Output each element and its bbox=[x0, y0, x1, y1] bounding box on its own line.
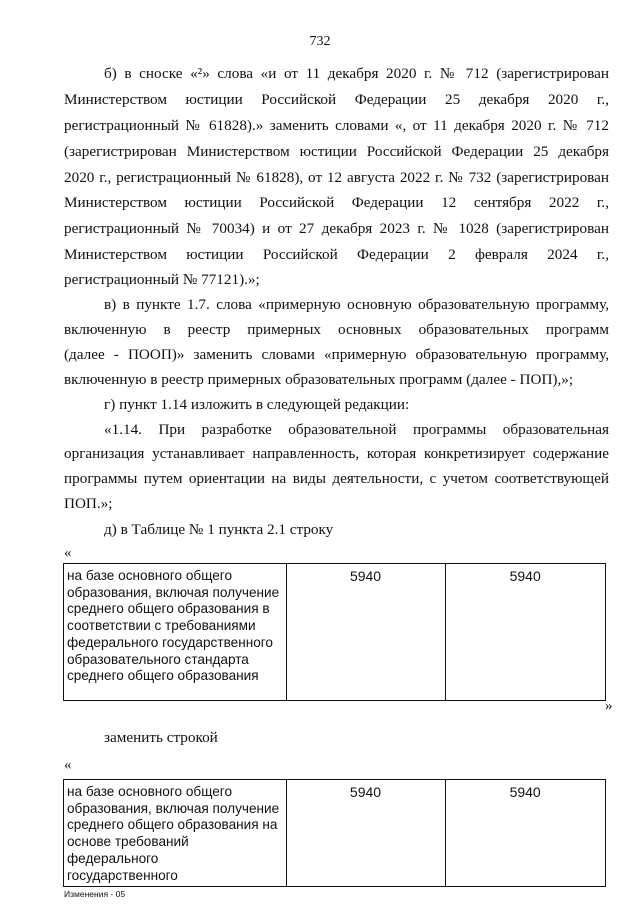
paragraph-b-line: Министерством юстиции Российской Федерации 12 сентября 2022 г., bbox=[64, 194, 609, 211]
cell-line: государственного bbox=[67, 867, 178, 883]
replace-instruction: заменить строкой bbox=[104, 729, 218, 746]
paragraph-g: г) пункт 1.14 изложить в следующей редакции: bbox=[104, 396, 410, 413]
cell-line: на базе основного общего bbox=[67, 784, 233, 799]
cell-line: на базе основного общего bbox=[67, 568, 233, 583]
cell-line: образования, включая получение bbox=[67, 584, 280, 600]
paragraph-b-line: регистрационный № 61828).» заменить словами «, от 11 декабря 2020 г. № 712 bbox=[64, 117, 609, 134]
cell-line: основе требований федерального bbox=[67, 834, 189, 866]
paragraph-b-line: Министерством юстиции Российской Федерации 2 февраля 2024 г., bbox=[64, 246, 609, 263]
paragraph-b-line: б) в сноске «²» слова «и от 11 декабря 2020 г. № 712 (зарегистрирован bbox=[104, 65, 609, 82]
table-row bbox=[64, 564, 606, 701]
closing-quote: » bbox=[605, 698, 613, 714]
paragraph-v-line: в) в пункте 1.7. слова «примерную основную образовательную программу, bbox=[104, 296, 609, 313]
paragraph-v-line: (далее - ПООП)» заменить словами «примерную образовательную программу, bbox=[64, 346, 609, 363]
table-description-cell bbox=[64, 780, 287, 887]
opening-quote: « bbox=[64, 545, 72, 561]
quote-paragraph-line: организация устанавливает направленность, которая конкретизирует содержание bbox=[64, 445, 609, 462]
cell-line: среднего общего образования bbox=[67, 668, 259, 684]
paragraph-b-line: (зарегистрирован Министерством юстиции Российской Федерации 25 декабря bbox=[64, 143, 609, 160]
opening-quote: « bbox=[64, 757, 72, 773]
quote-paragraph-line: ПОП.»; bbox=[64, 495, 113, 512]
table-value-cell: 5940 bbox=[286, 780, 446, 887]
table-value-cell: 5940 bbox=[446, 564, 606, 701]
cell-line: образовательного стандарта bbox=[67, 651, 249, 667]
cell-line: образования, включая получение bbox=[67, 800, 280, 816]
cell-line: среднего общего образования в bbox=[67, 601, 270, 617]
paragraph-b-line: 2020 г., регистрационный № 61828), от 12 августа 2022 г. № 732 (зарегистрирован bbox=[64, 169, 609, 186]
paragraph-v-line: включенную в реестр примерных образовательных программ (далее - ПОП),»; bbox=[64, 371, 574, 388]
paragraph-v-line: включенную в реестр примерных основных образовательных программ bbox=[64, 321, 609, 338]
table-value-cell: 5940 bbox=[446, 780, 606, 887]
quote-paragraph-line: «1.14. При разработке образовательной программы образовательная bbox=[104, 421, 609, 438]
paragraph-b-line: регистрационный № 77121).»; bbox=[64, 271, 260, 288]
cell-line: федерального государственного bbox=[67, 634, 273, 650]
paragraph-b-line: регистрационный № 70034) и от 27 декабря 2023 г. № 1028 (зарегистрирован bbox=[64, 220, 609, 237]
quote-paragraph-line: программы путем ориентации на виды деятельности, с учетом соответствующей bbox=[64, 470, 609, 487]
table-value-cell: 5940 bbox=[286, 564, 446, 701]
table-original-row bbox=[63, 563, 606, 701]
paragraph-d: д) в Таблице № 1 пункта 2.1 строку bbox=[104, 521, 334, 538]
footer-note: Изменения - 05 bbox=[64, 889, 126, 899]
cell-line: соответствии с требованиями bbox=[67, 618, 256, 634]
page-number: 732 bbox=[309, 34, 331, 49]
cell-line: среднего общего образования на bbox=[67, 817, 278, 833]
table-description-cell bbox=[64, 564, 287, 701]
paragraph-b-line: Министерством юстиции Российской Федерации 25 декабря 2020 г., bbox=[64, 91, 609, 108]
table-replacement-row bbox=[63, 779, 606, 887]
table-row bbox=[64, 780, 606, 887]
